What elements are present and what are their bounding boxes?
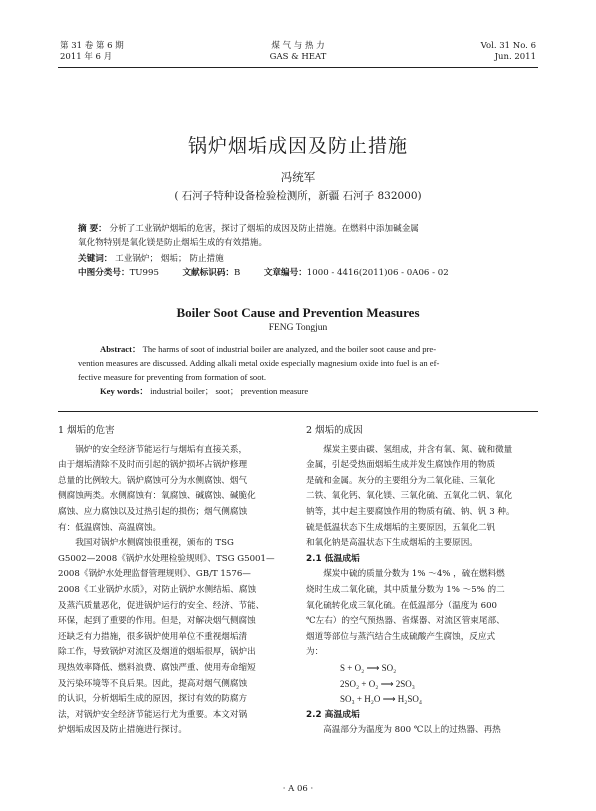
abstract-cn-text1: 分析了工业锅炉烟垢的危害，探讨了烟垢的成因及防止措施。在燃料中添加碱金属 [109,224,419,234]
left-column [58,423,290,739]
text-line: 煤炭主要由碳、氢组成，并含有氧、氮、硫和微量 [323,444,513,455]
section2-paragraph2 [306,567,538,661]
keywords-en [78,384,518,398]
article-number-label: 文章编号： [263,268,307,278]
paper-title-cn: 锅炉烟垢成因及防止措施 [187,135,408,157]
equation-3: SO₃ + H₂O ⟶ H₂SO₄ [340,694,423,705]
text-line: 腐蚀、应力腐蚀以及过热引起的损伤；烟气侧腐蚀 [58,506,248,517]
classification-line [78,266,518,280]
subsection-2-1-heading: 2.1 低温成垢 [306,553,360,564]
text-line: 钠等，其中起主要腐蚀作用的物质有硫、钠、钒 3 种。 [306,506,515,517]
abstract-en-line1 [78,342,518,356]
abstract-cn-block [78,222,518,280]
header-rule [58,67,538,68]
text-line: 侧腐蚀两类。水侧腐蚀有：氧腐蚀、碱腐蚀、碱脆化 [58,491,256,502]
text-line: 硫是低温状态下生成烟垢的主要原因，五氧化二钒 [306,522,496,533]
text-line: 二铁、氧化钙、氧化镁、三氧化硫、五氧化二钒、氧化 [306,491,513,502]
text-line: 还缺乏有力措施，很多锅炉使用单位不重视烟垢清 [58,631,248,642]
paper-title-en: Boiler Soot Cause and Prevention Measures [176,305,420,320]
right-column [306,423,538,739]
abstract-en-text1: The harms of soot of industrial boiler are analyzed, and the boiler soot cause and pre- [142,344,437,354]
text-line: 现热效率降低、燃料浪费、腐蚀严重、使用寿命缩短 [58,662,256,673]
text-line: 锅炉的安全经济节能运行与烟垢有直接关系， [75,444,248,455]
text-line: 是硫和金属。灰分的主要组分为二氧化硅、三氧化 [306,475,496,486]
text-line: 及蒸汽质量恶化，促进锅炉运行的安全、经济、节能、 [58,600,265,611]
section1-heading: 1 烟垢的危害 [58,425,115,436]
text-line: 2008《锅炉水处理监督管理规则》、GB/T 1576— [58,569,251,580]
keywords-en-label: Key words： [100,386,148,396]
volume-issue: 第 31 卷 第 6 期 [60,41,124,51]
subsection-2-2-heading: 2.2 高温成垢 [306,709,360,720]
doc-code-label: 文献标识码： [182,268,235,278]
text-line: 环保，起到了重要的作用。但是，对解决烟气侧腐蚀 [58,616,256,627]
keywords-cn-text: 工业锅炉； 烟垢； 防止措施 [115,254,224,264]
text-line: 法，对锅炉安全经济节能运行尤为重要。本文对锅 [58,709,248,720]
text-line: G5002—2008《锅炉水处理检验规则》、TSG G5001— [58,553,275,564]
text-line: 烟道等部位与蒸汽结合生成硫酸产生腐蚀，反应式 [306,631,496,642]
journal-name-cn: 煤 气 与 热 力 [271,41,325,51]
abstract-en-text3: fective measure for preventing from formation of soot. [78,372,267,382]
keywords-cn [78,252,518,266]
text-line: 金属，引起受热面烟垢生成并发生腐蚀作用的物质 [306,460,496,471]
text-line: 煤炭中硫的质量分数为 1% ～4% ，硫在燃料燃 [323,569,505,580]
text-line: 2008《工业锅炉水质》，对防止锅炉水侧结垢、腐蚀 [58,584,257,595]
keywords-en-text: industrial boiler； soot； prevention measure [150,386,309,396]
equation-2: 2SO₂ + O₂ ⟶ 2SO₃ [340,678,415,689]
section2-paragraph3 [306,723,538,739]
author-en: FENG Tongjun [268,323,328,333]
page-number: · A 06 · [282,784,314,794]
text-line: 炉烟垢成因及防止措施进行探讨。 [58,725,187,736]
clc-label: 中图分类号： [78,268,130,278]
issue-date: 2011 年 6 月 [60,52,113,62]
section2-heading: 2 烟垢的成因 [306,425,363,436]
text-line: 由于烟垢清除不及时而引起的锅炉损坏占锅炉修理 [58,460,248,471]
issue-date-en: Jun. 2011 [494,52,536,62]
affiliation-cn: ( 石河子特种设备检验检测所，新疆 石河子 832000) [174,190,422,202]
abstract-cn-line1 [78,222,518,236]
abstract-en-label: Abstract： [100,344,141,354]
body-rule [58,411,538,412]
text-line: 总量的比例较大。锅炉腐蚀可分为水侧腐蚀、烟气 [58,475,248,486]
text-line: 为： [306,647,324,658]
article-number-value: 1000 - 4416(2011)06 - 0A06 - 02 [306,268,449,278]
text-line: ℃左右）的空气预热器、省煤器、对流区管束尾部、 [306,616,505,627]
abstract-en-text2: vention measures are discussed. Adding alkali metal oxide especially magnesium oxide into fuel is an ef- [78,358,440,368]
text-line: 氧化硫转化成三氧化硫。在低温部分（温度为 600 [306,600,498,611]
text-line: 除工作，导致锅炉对流区及烟道的烟垢很厚，锅炉出 [58,647,256,658]
abstract-cn-label: 摘 要： [78,224,107,234]
text-line: 高温部分为温度为 800 ℃以上的过热器、再热 [323,725,501,736]
clc-value: TU995 [129,268,159,278]
equation-1: S + O₂ ⟶ SO₂ [340,662,397,673]
section2-paragraph1 [306,443,538,552]
section1-paragraph1 [58,443,290,537]
text-line: 烧时生成二氧化硫，其中质量分数为 1% ～5% 的二 [306,584,505,595]
reaction-equations [306,661,538,708]
abstract-cn-text2: 氧化物特别是氧化镁是防止烟垢生成的有效措施。 [78,238,268,248]
journal-volume-info-en [481,41,536,63]
keywords-cn-label: 关键词： [78,254,113,264]
author-cn: 冯统军 [280,170,316,184]
section1-paragraph2 [58,536,290,739]
text-line: 的认识，分析烟垢生成的原因，探讨有效的防腐方 [58,694,248,705]
text-line: 有：低温腐蚀、高温腐蚀。 [58,522,162,533]
text-line: 我国对锅炉水侧腐蚀很重视，颁布的 TSG [75,538,234,549]
text-line: 及污染环境等不良后果。因此，提高对烟气侧腐蚀 [58,678,248,689]
volume-issue-en: Vol. 31 No. 6 [480,41,536,51]
text-line: 和氧化钠是高温状态下生成烟垢的主要原因。 [306,538,478,549]
journal-name-en: GAS & HEAT [269,52,327,62]
doc-code-value: B [234,268,241,278]
abstract-en-block [78,342,518,398]
